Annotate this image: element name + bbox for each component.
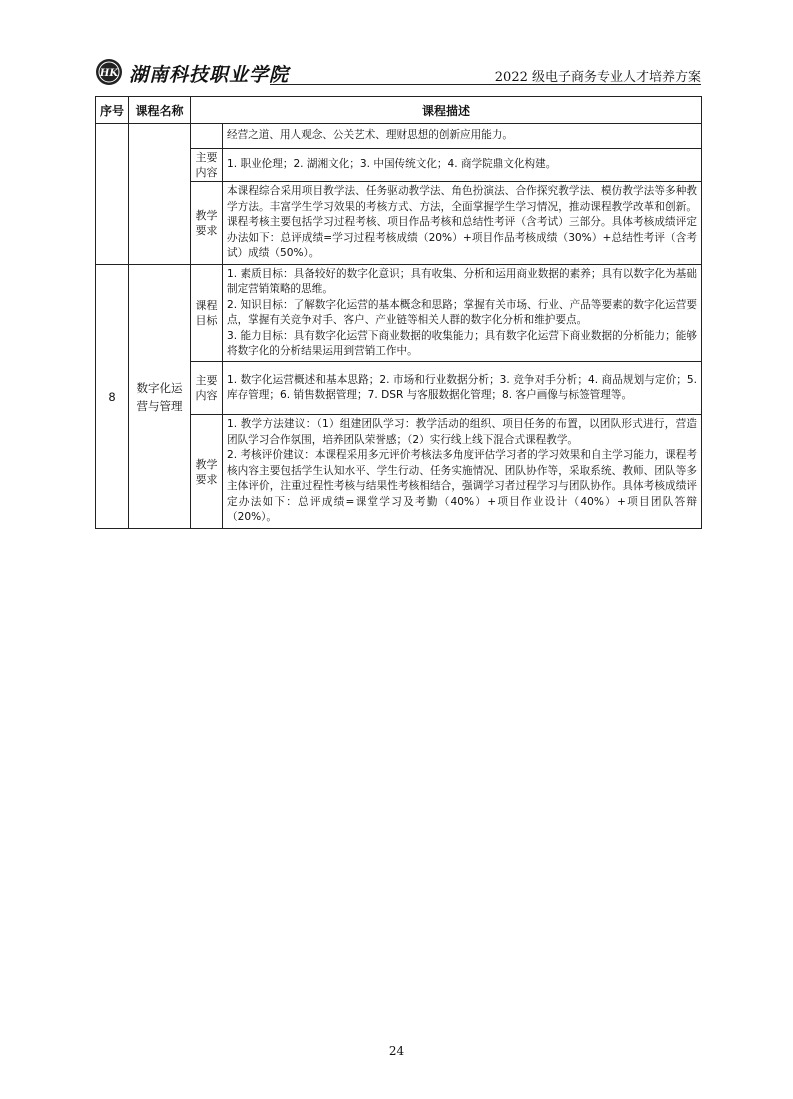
course7-number-cell xyxy=(96,124,129,265)
column-header-description: 课程描述 xyxy=(191,97,702,124)
school-logo-icon xyxy=(95,58,123,86)
course8-content-label: 主要 内容 xyxy=(191,362,223,415)
course8-goal-quality: 1. 素质目标：具备较好的数字化意识；具有收集、分析和运用商业数据的素养；具有以数字化为基础制定营销策略的思维。 xyxy=(227,267,698,295)
course8-name: 数字化运 营与管理 xyxy=(129,265,191,529)
course8-goal-label: 课程 目标 xyxy=(191,265,223,362)
column-header-number: 序号 xyxy=(96,97,129,124)
table-header-row xyxy=(96,97,702,124)
page-number: 24 xyxy=(388,1044,405,1058)
header-divider xyxy=(270,84,701,85)
course8-requirement-method: 1. 教学方法建议：（1）组建团队学习：教学活动的组织、项目任务的布置，以团队形式进行，营造团队学习合作氛围，培养团队荣誉感；（2）实行线上线下混合式课程教学。 xyxy=(227,418,698,446)
course7-continued-text: 经营之道、用人观念、公关艺术、理财思想的创新应用能力。 xyxy=(223,124,702,149)
course8-requirement-label: 教学 要求 xyxy=(191,415,223,529)
course8-requirement-assessment: 2. 考核评价建议：本课程采用多元评价考核法多角度评估学习者的学习效果和自主学习能力，课程考核内容主要包括学生认知水平、学生行动、任务实施情况、团队协作等，采取系统、教师、团队等多主体评价，注重过程性考核与结果性考核相结合，强调学习者过程学习与团队协作。具体考核成绩评定办法如下：总评成绩=课堂学习及考勤（40%）+项目作业设计（40%）+项目团队答辩（20%）。 xyxy=(227,449,698,524)
course8-requirements xyxy=(223,415,702,529)
course-table xyxy=(95,96,702,529)
course8-goal-ability: 3. 能力目标：具有数字化运营下商业数据的收集能力；具有数字化运营下商业数据的分析能力；能够将数字化的分析结果运用到营销工作中。 xyxy=(227,329,698,357)
course7-content-label: 主要 内容 xyxy=(191,149,223,182)
column-header-course-name: 课程名称 xyxy=(129,97,191,124)
course7-requirement: 本课程综合采用项目教学法、任务驱动教学法、角色扮演法、合作探究教学法、模仿教学法等多种教学方法。丰富学生学习效果的考核方式、方法，全面掌握学生学习情况，推动课程教学改革和创新。课程考核主要包括学习过程考核、项目作品考核和总结性考评（含考试）三部分。具体考核成绩评定办法如下：总评成绩=学习过程考核成绩（20%）+项目作品考核成绩（30%）+总结性考评（含考试）成绩（50%）。 xyxy=(223,182,702,265)
course8-goals xyxy=(223,265,702,362)
page-header xyxy=(95,60,701,86)
course8-content: 1. 数字化运营概述和基本思路；2. 市场和行业数据分析；3. 竞争对手分析；4. 商品规划与定价；5. 库存管理；6. 销售数据管理；7. DSR 与客服数据化管理；8. 客户画像与标签管理等。 xyxy=(223,362,702,415)
course7-content: 1. 职业伦理；2. 湖湘文化；3. 中国传统文化；4. 商学院鼎文化构建。 xyxy=(223,149,702,182)
svg-text:HK: HK xyxy=(99,68,119,79)
course7-requirement-label: 教学 要求 xyxy=(191,182,223,265)
table-row xyxy=(96,124,702,149)
course7-blank-label xyxy=(191,124,223,149)
course8-goal-knowledge: 2. 知识目标：了解数字化运营的基本概念和思路；掌握有关市场、行业、产品等要素的数字化运营要点，掌握有关竞争对手、客户、产业链等相关人群的数字化分析和维护要点。 xyxy=(227,298,698,326)
table-row xyxy=(96,265,702,362)
school-name: 湖南科技职业学院 xyxy=(129,64,290,86)
course8-number: 8 xyxy=(96,265,129,529)
course7-name-cell xyxy=(129,124,191,265)
document-title: 2022 级电子商务专业人才培养方案 xyxy=(494,70,701,85)
